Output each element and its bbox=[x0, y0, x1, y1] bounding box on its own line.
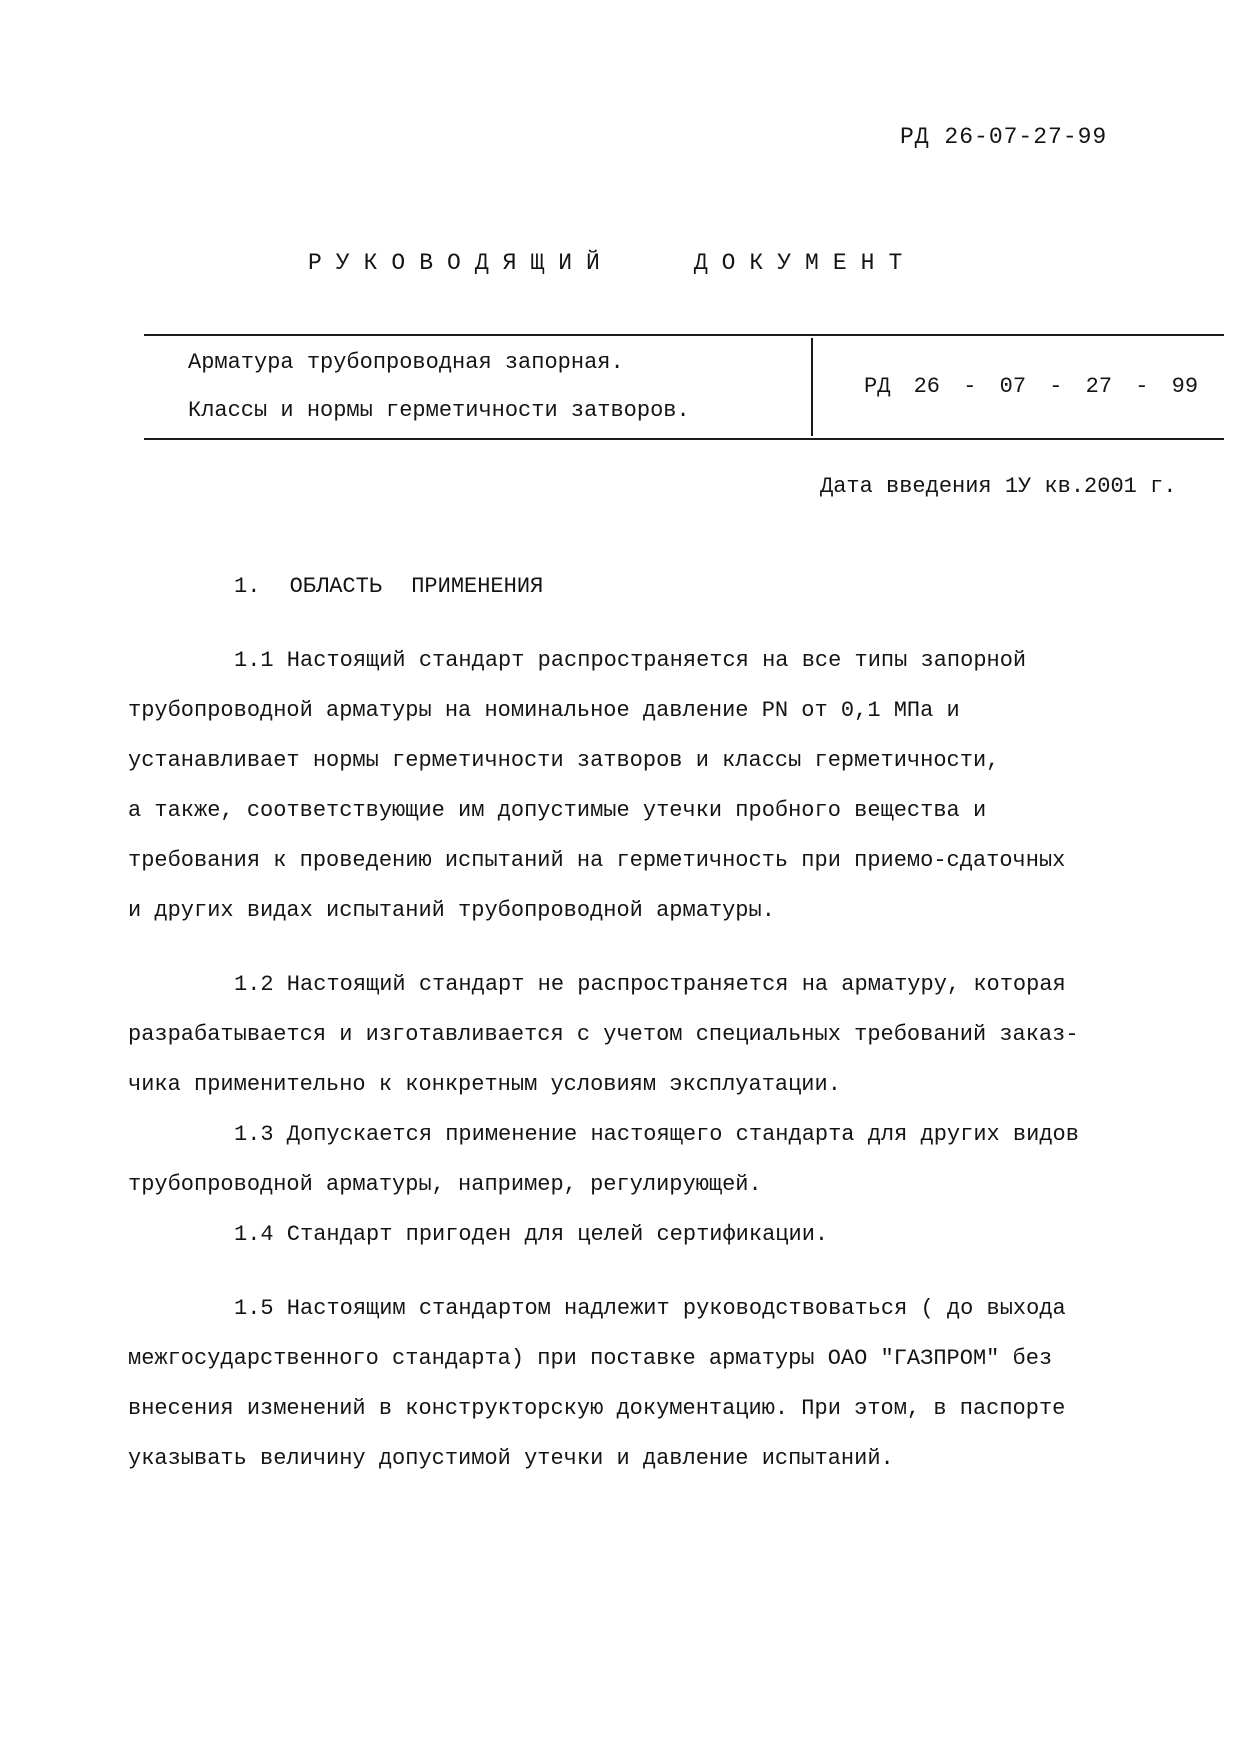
document-heading bbox=[308, 250, 916, 276]
introduction-date: Дата введения 1У кв.2001 г. bbox=[820, 474, 1177, 499]
body-line: требования к проведению испытаний на герметичность при приемо-сдаточных bbox=[128, 848, 1066, 873]
title-block bbox=[144, 334, 1224, 440]
body-line: разрабатывается и изготавливается с учетом специальных требований заказ- bbox=[128, 1022, 1079, 1047]
section-heading: 1. ОБЛАСТЬ ПРИМЕНЕНИЯ bbox=[234, 574, 544, 599]
body-line: трубопроводной арматуры, например, регулирующей. bbox=[128, 1172, 762, 1197]
body-line: трубопроводной арматуры на номинальное давление PN от 0,1 МПа и bbox=[128, 698, 960, 723]
body-line: внесения изменений в конструкторскую документацию. При этом, в паспорте bbox=[128, 1396, 1066, 1421]
title-block-divider bbox=[811, 338, 813, 436]
heading-word-2: ДОКУМЕНТ bbox=[693, 250, 917, 276]
body-line: устанавливает нормы герметичности затворов и классы герметичности, bbox=[128, 748, 1000, 773]
title-line-2: Классы и нормы герметичности затворов. bbox=[188, 398, 690, 423]
body-line: 1.2 Настоящий стандарт не распространяется на арматуру, которая bbox=[234, 972, 1066, 997]
body-line: 1.4 Стандарт пригоден для целей сертификации. bbox=[234, 1222, 829, 1247]
body-line: а также, соответствующие им допустимые утечки пробного вещества и bbox=[128, 798, 987, 823]
body-line: указывать величину допустимой утечки и давление испытаний. bbox=[128, 1446, 894, 1471]
body-line: 1.5 Настоящим стандартом надлежит руководствоваться ( до выхода bbox=[234, 1296, 1066, 1321]
document-code-top: РД 26-07-27-99 bbox=[900, 124, 1108, 150]
body-line: межгосударственного стандарта) при поставке арматуры ОАО "ГАЗПРОМ" без bbox=[128, 1346, 1053, 1371]
title-line-1: Арматура трубопроводная запорная. bbox=[188, 350, 624, 375]
body-line: чика применительно к конкретным условиям эксплуатации. bbox=[128, 1072, 841, 1097]
body-line: 1.1 Настоящий стандарт распространяется на все типы запорной bbox=[234, 648, 1027, 673]
body-line: 1.3 Допускается применение настоящего стандарта для других видов bbox=[234, 1122, 1079, 1147]
title-block-code: РД 26 - 07 - 27 - 99 bbox=[864, 374, 1199, 399]
body-line: и других видах испытаний трубопроводной арматуры. bbox=[128, 898, 775, 923]
heading-word-1: РУКОВОДЯЩИЙ bbox=[308, 250, 614, 276]
